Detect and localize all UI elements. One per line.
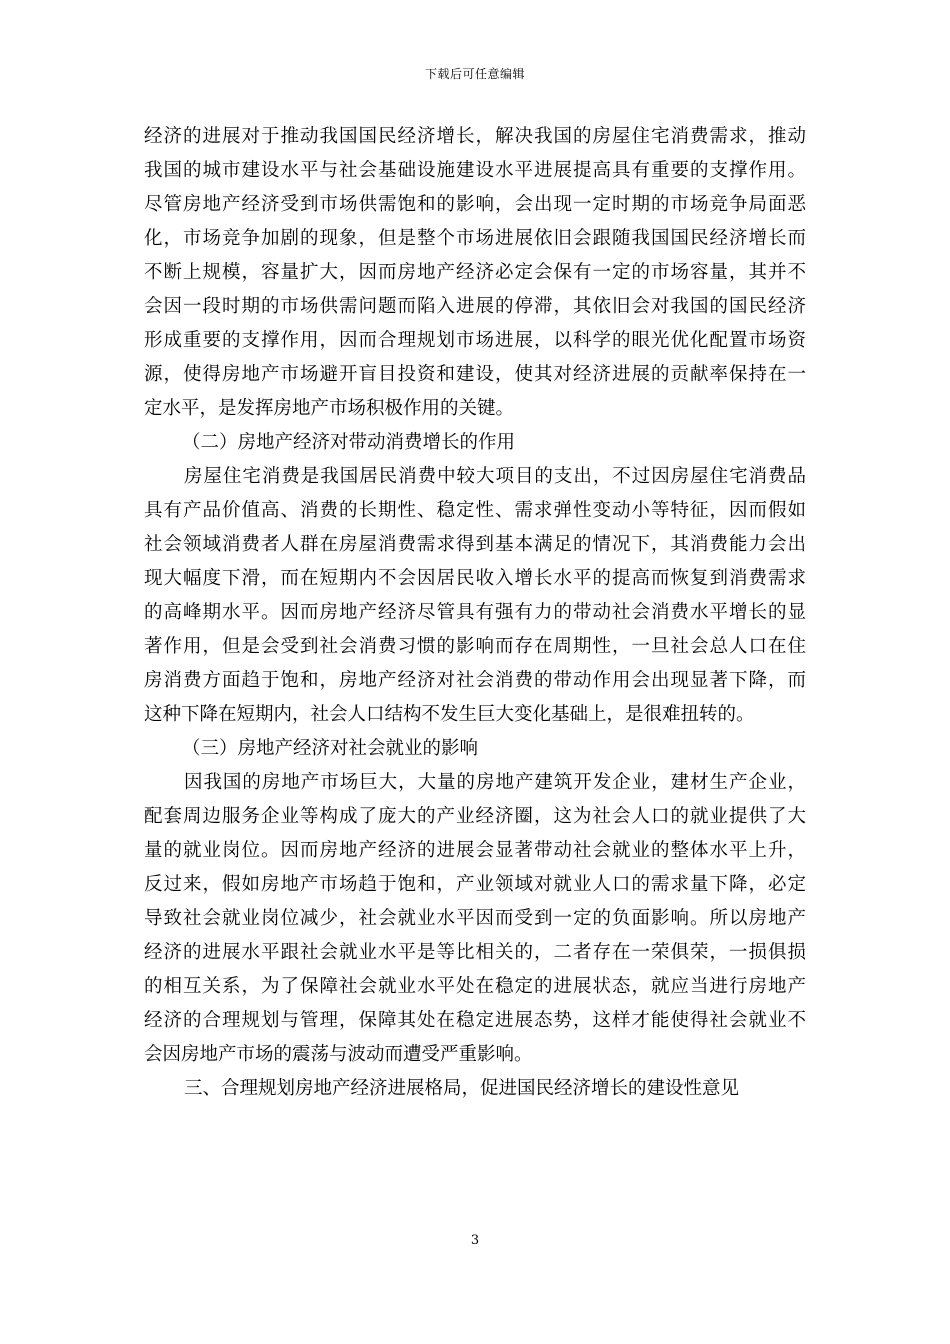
page-number: 3 (470, 1233, 480, 1248)
body-line: 化，市场竞争加剧的现象，但是整个市场进展依旧会跟随我国国民经济增长而 (144, 228, 806, 249)
body-line: 的高峰期水平。因而房地产经济尽管具有强有力的带动社会消费水平增长的显 (144, 602, 806, 623)
body-line: 反过来，假如房地产市场趋于饱和，产业领域对就业人口的需求量下降，必定 (144, 874, 806, 895)
body-line: 经济的进展水平跟社会就业水平是等比相关的，二者存在一荣俱荣，一损俱损 (144, 942, 806, 963)
body-line: 会因一段时期的市场供需问题而陷入进展的停滞，其依旧会对我国的国民经济 (144, 296, 806, 317)
body-line: 不断上规模，容量扩大，因而房地产经济必定会保有一定的市场容量，其并不 (144, 262, 806, 283)
chapter-heading-3: 三、合理规划房地产经济进展格局，促进国民经济增长的建设性意见 (184, 1078, 740, 1099)
section-heading-2: （二）房地产经济对带动消费增长的作用 (182, 432, 516, 453)
body-line: 房屋住宅消费是我国居民消费中较大项目的支出，不过因房屋住宅消费品 (184, 466, 806, 487)
body-line: 房消费方面趋于饱和，房地产经济对社会消费的带动作用会出现显著下降，而 (144, 670, 806, 691)
body-line: 具有产品价值高、消费的长期性、稳定性、需求弹性变动小等特征，因而假如 (144, 500, 806, 521)
body-line: 量的就业岗位。因而房地产经济的进展会显著带动社会就业的整体水平上升， (144, 840, 806, 861)
body-line: 社会领域消费者人群在房屋消费需求得到基本满足的情况下，其消费能力会出 (144, 534, 806, 555)
body-line: 经济的合理规划与管理，保障其处在稳定进展态势，这样才能使得社会就业不 (144, 1010, 806, 1031)
body-line: 现大幅度下滑，而在短期内不会因居民收入增长水平的提高而恢复到消费需求 (144, 568, 806, 589)
body-line: 这种下降在短期内，社会人口结构不发生巨大变化基础上，是很难扭转的。 (144, 704, 755, 725)
body-line: 因我国的房地产市场巨大，大量的房地产建筑开发企业，建材生产企业， (184, 772, 806, 793)
body-line: 源，使得房地产市场避开盲目投资和建设，使其对经济进展的贡献率保持在一 (144, 364, 806, 385)
body-line: 我国的城市建设水平与社会基础设施建设水平进展提高具有重要的支撑作用。 (144, 160, 806, 181)
body-line: 尽管房地产经济受到市场供需饱和的影响，会出现一定时期的市场竞争局面恶 (144, 194, 806, 215)
document-body (144, 120, 806, 1106)
body-line: 经济的进展对于推动我国国民经济增长，解决我国的房屋住宅消费需求，推动 (144, 126, 806, 147)
body-line: 定水平，是发挥房地产市场积极作用的关键。 (144, 398, 515, 419)
body-line: 会因房地产市场的震荡与波动而遭受严重影响。 (144, 1044, 533, 1065)
body-line: 形成重要的支撑作用，因而合理规划市场进展，以科学的眼光优化配置市场资 (144, 330, 806, 351)
body-line: 导致社会就业岗位减少，社会就业水平因而受到一定的负面影响。所以房地产 (144, 908, 806, 929)
body-line: 配套周边服务企业等构成了庞大的产业经济圈，这为社会人口的就业提供了大 (144, 806, 806, 827)
body-line: 的相互关系，为了保障社会就业水平处在稳定的进展状态，就应当进行房地产 (144, 976, 806, 997)
section-heading-3: （三）房地产经济对社会就业的影响 (182, 738, 479, 759)
body-line: 著作用，但是会受到社会消费习惯的影响而存在周期性，一旦社会总人口在住 (144, 636, 806, 657)
page-header: 下载后可任意编辑 (424, 67, 525, 81)
